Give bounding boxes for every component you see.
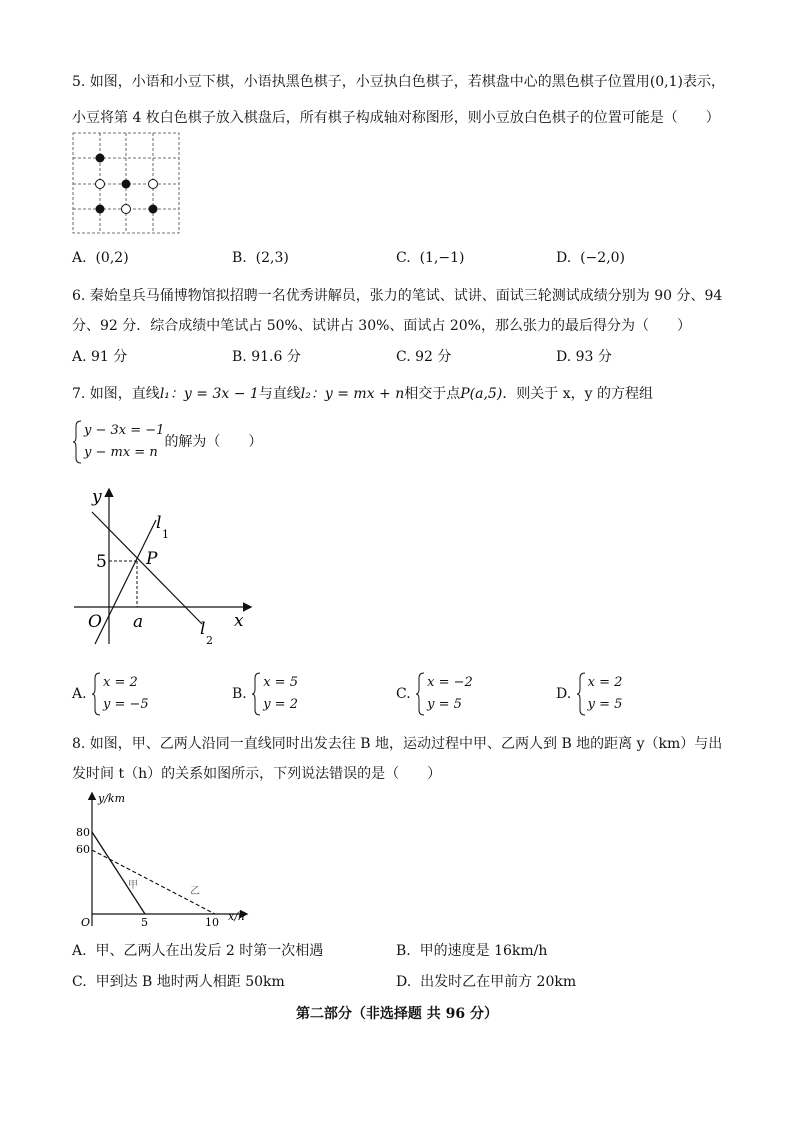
q6-option-c[interactable]: C. 92 分: [396, 349, 452, 365]
black-stone: [96, 154, 105, 163]
q8-line1: 8. 如图，甲、乙两人沿同一直线同时出发去往 B 地，运动过程中甲、乙两人到 B 地的距离 y（km）与出: [72, 736, 723, 752]
jia-line: [92, 832, 145, 914]
black-stone: [122, 180, 131, 189]
point-p: P: [146, 549, 158, 569]
q6-option-a[interactable]: A. 91 分: [72, 349, 128, 365]
q7-option-a[interactable]: A. x = 2 y = −5: [72, 672, 149, 716]
q5-option-a[interactable]: A. (0,2): [72, 250, 129, 266]
yi-label: 乙: [190, 886, 200, 897]
y-label: y/km: [98, 792, 126, 805]
x-label: x/h: [228, 910, 245, 923]
black-stone: [149, 205, 158, 214]
q7-graph: [70, 484, 260, 650]
q7-option-d[interactable]: D. x = 2 y = 5: [556, 672, 622, 716]
white-stone: [149, 180, 158, 189]
q6-line2: 分、92 分．综合成绩中笔试占 50%、试讲占 30%、面试占 20%，那么张力的最后得分为（ ）: [72, 318, 691, 334]
q8-graph: [70, 788, 260, 934]
y-label: y: [92, 487, 102, 507]
q8-option-d[interactable]: D. 出发时乙在甲前方 20km: [396, 974, 577, 990]
tick-60: 60: [76, 843, 90, 856]
q5-chessboard: [72, 132, 182, 236]
white-stone: [96, 180, 105, 189]
l1-label: l: [156, 513, 162, 533]
origin-label: O: [81, 916, 91, 929]
q7-option-b[interactable]: B. x = 5 y = 2: [232, 672, 298, 716]
svg-text:1: 1: [162, 528, 169, 541]
yi-line: [92, 850, 215, 914]
q7-system-line: y − 3x = −1 y − mx = n 的解为（ ）: [72, 420, 262, 464]
tick-80: 80: [76, 826, 90, 839]
q8-option-c[interactable]: C. 甲到达 B 地时两人相距 50km: [72, 974, 285, 990]
q8-option-b[interactable]: B. 甲的速度是 16km/h: [396, 943, 548, 959]
white-stone: [122, 205, 131, 214]
q8-option-a[interactable]: A. 甲、乙两人在出发后 2 时第一次相遇: [72, 943, 324, 959]
q6-option-d[interactable]: D. 93 分: [556, 349, 612, 365]
black-stone: [96, 205, 105, 214]
q5-coord: (0,1): [649, 74, 684, 90]
tick-5: 5: [141, 916, 148, 929]
q5-option-c[interactable]: C. (1,−1): [396, 250, 465, 266]
l2-label: l: [200, 619, 206, 639]
x-label: x: [234, 611, 244, 631]
q5-option-b[interactable]: B. (2,3): [232, 250, 289, 266]
tick-a: a: [133, 612, 144, 632]
q8-line2: 发时间 t（h）的关系如图所示，下列说法错误的是（ ）: [72, 766, 442, 782]
section-title: 第二部分（非选择题 共 96 分）: [295, 1006, 499, 1022]
q6-line1: 6. 秦始皇兵马俑博物馆拟招聘一名优秀讲解员，张力的笔试、试讲、面试三轮测试成绩分别为 90 分、94: [72, 288, 723, 304]
q5-line2: 小豆将第 4 枚白色棋子放入棋盘后，所有棋子构成轴对称图形，则小豆放白色棋子的位置可能是（ ）: [72, 110, 720, 126]
tick-10: 10: [205, 916, 219, 929]
line-l1: [95, 520, 156, 644]
q5-line1: 5. 如图，小语和小豆下棋，小语执黑色棋子，小豆执白色棋子，若棋盘中心的黑色棋子位置用(0,1)表示，: [72, 74, 726, 90]
jia-label: 甲: [128, 880, 138, 891]
q7-line1: 7. 如图，直线l₁：y = 3x − 1与直线l₂：y = mx + n相交于点P(a,5)．则关于 x，y 的方程组: [72, 386, 654, 402]
svg-text:2: 2: [206, 634, 213, 647]
origin-label: O: [88, 612, 102, 632]
q7-option-c[interactable]: C. x = −2 y = 5: [396, 672, 473, 716]
tick-5: 5: [96, 552, 107, 572]
q7-equation-system: y − 3x = −1 y − mx = n: [72, 420, 164, 464]
q6-option-b[interactable]: B. 91.6 分: [232, 349, 301, 365]
q5-option-d[interactable]: D. (−2,0): [556, 250, 626, 266]
